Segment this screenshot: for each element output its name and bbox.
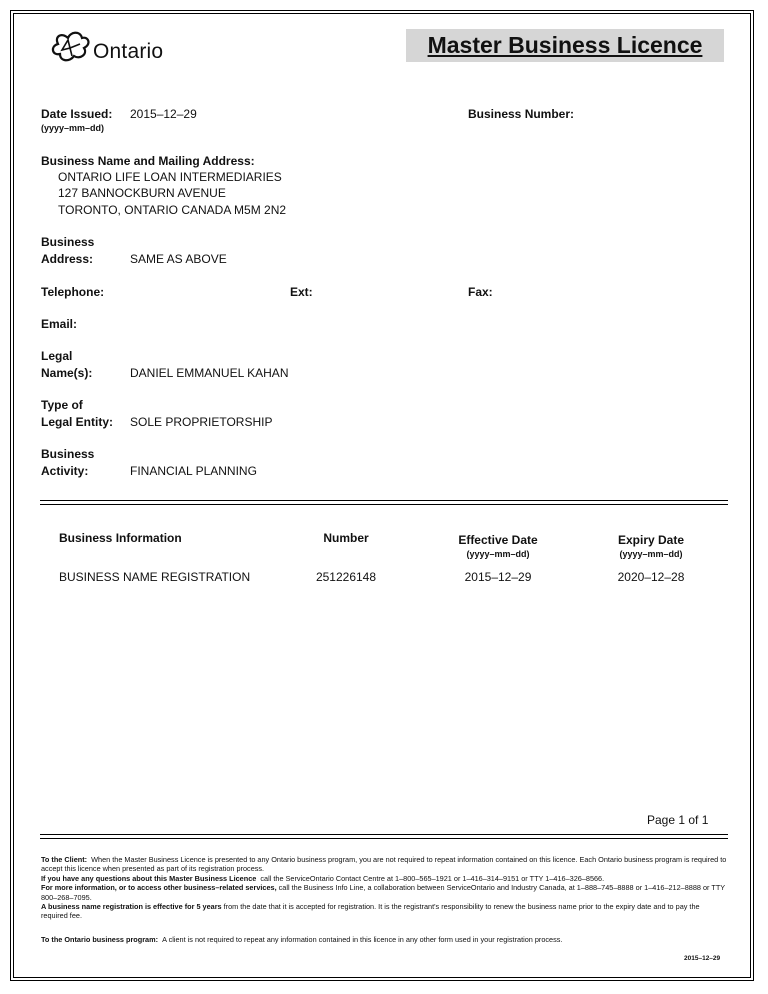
divider (40, 834, 728, 835)
legal-name-label: Legal (41, 349, 73, 363)
footer-questions-label: If you have any questions about this Master Business Licence (41, 873, 257, 883)
mailing-line: TORONTO, ONTARIO CANADA M5M 2N2 (58, 203, 287, 217)
trillium-icon (48, 30, 92, 64)
logo-wordmark: Ontario (93, 40, 164, 63)
footer-program-text: A client is not required to repeat any information contained in this licence in any other form used in your registration process. (162, 935, 563, 944)
footer-notice (41, 855, 727, 921)
activity-value: FINANCIAL PLANNING (130, 464, 257, 478)
legal-entity-value: SOLE PROPRIETORSHIP (130, 415, 273, 429)
col-header-number: Number (323, 531, 369, 545)
mailing-line: 127 BANNOCKBURN AVENUE (58, 186, 226, 200)
date-issued-label: Date Issued: (41, 107, 113, 121)
legal-name-value: DANIEL EMMANUEL KAHAN (130, 366, 289, 380)
footer-more-label: For more information, or to access other business–related services, (41, 883, 277, 893)
col-header-effective-format: (yyyy–mm–dd) (466, 549, 530, 559)
licence-title: Master Business Licence (427, 32, 703, 58)
ext-label: Ext: (290, 285, 313, 299)
row-expiry-date: 2020–12–28 (617, 570, 685, 584)
activity-label: Activity: (41, 464, 89, 478)
ontario-logo (48, 30, 188, 70)
row-info: BUSINESS NAME REGISTRATION (59, 570, 251, 584)
divider (40, 500, 728, 501)
footer-questions-text: call the ServiceOntario Contact Centre at 1–800–565–1921 or 1–416–314–9151 or TTY 1–416–326–8566. (260, 873, 605, 883)
legal-entity-label: Type of (41, 398, 83, 412)
business-address-label: Business (41, 235, 95, 249)
footer-date: 2015–12–29 (684, 955, 721, 962)
footer-program-label: To the Ontario business program: (41, 935, 159, 944)
date-issued-format: (yyyy–mm–dd) (41, 123, 105, 133)
date-issued-value: 2015–12–29 (130, 107, 197, 121)
licence-title-box (406, 29, 724, 62)
row-number: 251226148 (315, 570, 377, 584)
email-label: Email: (41, 317, 78, 331)
footer-more-text: call the Business Info Line, a collaboration between ServiceOntario and Industry Canada, at 1–888–745–8888 or 1–416–212–8888 or TTY 800–268–7095. (41, 883, 726, 902)
footer-client-text: When the Master Business Licence is presented to any Ontario business program, you are not required to repeat information contained on this licence. Each Ontario business program is required to accept this licence when presented as part of its registration process. (41, 855, 727, 874)
footer-reg-text: from the date that it is accepted for registration. It is the registrant's responsibility to renew the business name prior to the expiry date and to pay the required fee. (41, 902, 700, 921)
legal-name-label: Name(s): (41, 366, 93, 380)
col-header-expiry-format: (yyyy–mm–dd) (619, 549, 683, 559)
business-address-value: SAME AS ABOVE (130, 252, 227, 266)
activity-label: Business (41, 447, 95, 461)
col-header-info: Business Information (59, 531, 182, 545)
divider (40, 504, 728, 505)
business-number-label: Business Number: (468, 107, 575, 121)
col-header-effective: Effective Date (458, 533, 538, 547)
mailing-line: ONTARIO LIFE LOAN INTERMEDIARIES (58, 170, 282, 184)
row-effective-date: 2015–12–29 (464, 570, 532, 584)
telephone-label: Telephone: (41, 285, 105, 299)
legal-entity-label: Legal Entity: (41, 415, 114, 429)
page-indicator: Page 1 of 1 (647, 813, 709, 827)
footer-reg-label: A business name registration is effective for 5 years (41, 902, 222, 912)
col-header-expiry: Expiry Date (617, 533, 685, 547)
mailing-address-label: Business Name and Mailing Address: (41, 154, 255, 168)
business-address-label: Address: (41, 252, 94, 266)
divider (40, 838, 728, 839)
footer-client-label: To the Client: (41, 855, 88, 864)
footer-program-notice (41, 935, 562, 944)
fax-label: Fax: (468, 285, 493, 299)
